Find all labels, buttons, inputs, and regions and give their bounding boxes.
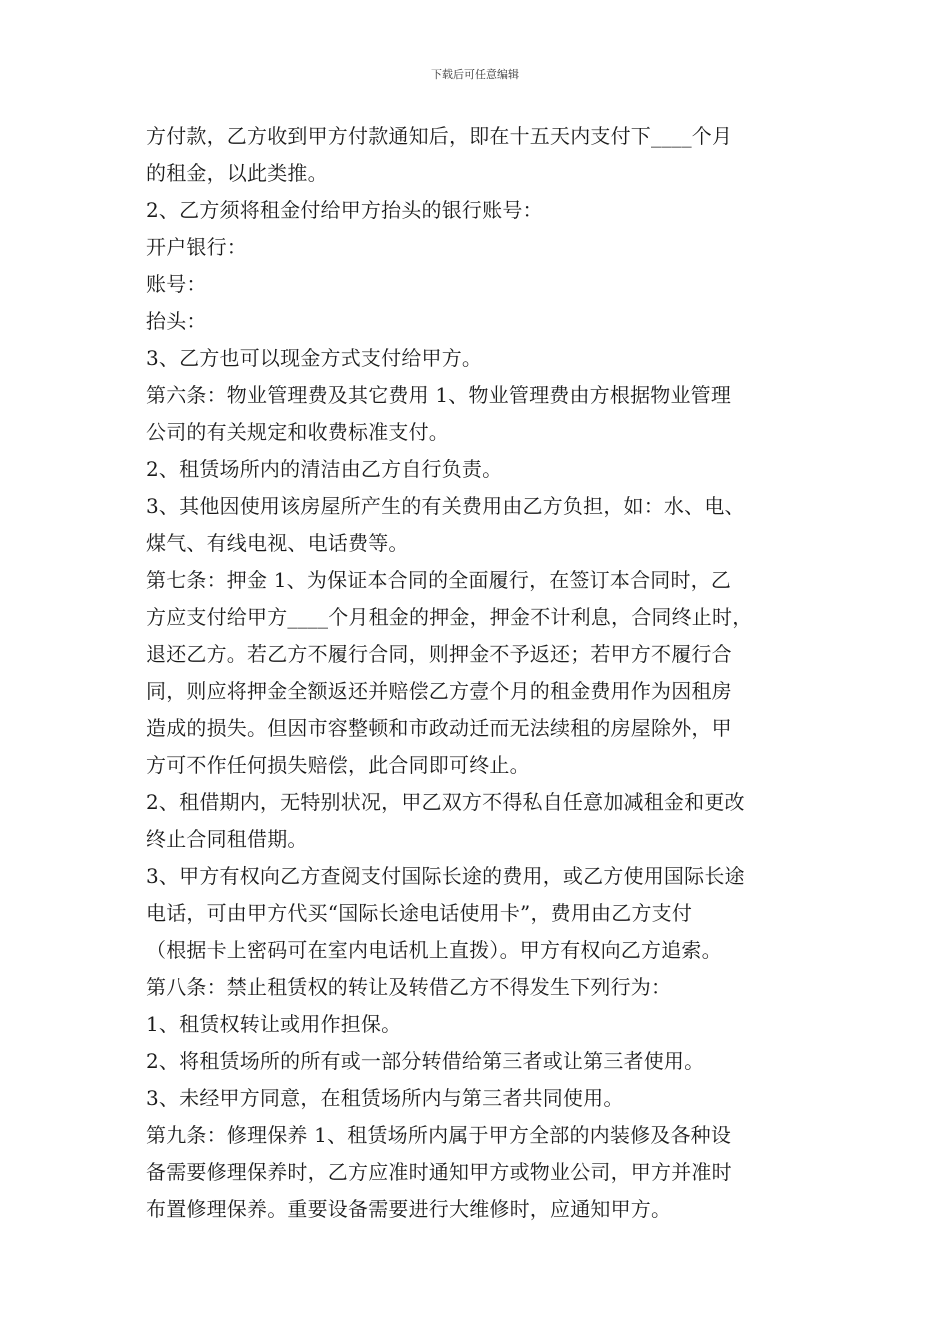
text-line: 方付款，乙方收到甲方付款通知后，即在十五天内支付下____个月 — [146, 124, 733, 148]
page-header: 下载后可任意编辑 — [431, 68, 519, 81]
text-line: 第九条：修理保养 1、租赁场所内属于甲方全部的内装修及各种设 — [146, 1123, 732, 1147]
text-line: 3、未经甲方同意，在租赁场所内与第三者共同使用。 — [146, 1086, 624, 1110]
text-line: 公司的有关规定和收费标准支付。 — [146, 420, 449, 444]
text-line: 的租金，以此类推。 — [146, 161, 328, 185]
text-line: 电话，可由甲方代买“国际长途电话使用卡”，费用由乙方支付 — [146, 901, 693, 925]
text-line: 2、将租赁场所的所有或一部分转借给第三者或让第三者使用。 — [146, 1049, 705, 1073]
document-body — [146, 118, 826, 1228]
text-line: 第八条：禁止租赁权的转让及转借乙方不得发生下列行为： — [146, 975, 672, 999]
text-line: （根据卡上密码可在室内电话机上直拨）。甲方有权向乙方追索。 — [146, 938, 722, 962]
text-line: 开户银行： — [146, 235, 247, 259]
text-line: 1、租赁权转让或用作担保。 — [146, 1012, 402, 1036]
text-line: 终止合同租借期。 — [146, 827, 308, 851]
text-line: 方应支付给甲方____个月租金的押金，押金不计利息，合同终止时， — [146, 605, 753, 629]
text-line: 账号： — [146, 272, 207, 296]
text-line: 方可不作任何损失赔偿，此合同即可终止。 — [146, 753, 530, 777]
text-line: 布置修理保养。重要设备需要进行大维修时，应通知甲方。 — [146, 1197, 672, 1221]
text-line: 煤气、有线电视、电话费等。 — [146, 531, 409, 555]
text-line: 退还乙方。若乙方不履行合同，则押金不予返还；若甲方不履行合 — [146, 642, 732, 666]
text-line: 备需要修理保养时，乙方应准时通知甲方或物业公司，甲方并准时 — [146, 1160, 732, 1184]
text-line: 3、其他因使用该房屋所产生的有关费用由乙方负担，如：水、电、 — [146, 494, 745, 518]
text-line: 2、租借期内，无特别状况，甲乙双方不得私自任意加减租金和更改 — [146, 790, 745, 814]
text-line: 第六条：物业管理费及其它费用 1、物业管理费由方根据物业管理 — [146, 383, 732, 407]
text-line: 2、租赁场所内的清洁由乙方自行负责。 — [146, 457, 503, 481]
text-line: 3、甲方有权向乙方查阅支付国际长途的费用，或乙方使用国际长途 — [146, 864, 745, 888]
text-line: 2、乙方须将租金付给甲方抬头的银行账号： — [146, 198, 543, 222]
text-line: 3、乙方也可以现金方式支付给甲方。 — [146, 346, 483, 370]
text-line: 第七条：押金 1、为保证本合同的全面履行，在签订本合同时，乙 — [146, 568, 732, 592]
text-line: 造成的损失。但因市容整顿和市政动迁而无法续租的房屋除外，甲 — [146, 716, 732, 740]
text-line: 抬头： — [146, 309, 207, 333]
text-line: 同，则应将押金全额返还并赔偿乙方壹个月的租金费用作为因租房 — [146, 679, 732, 703]
